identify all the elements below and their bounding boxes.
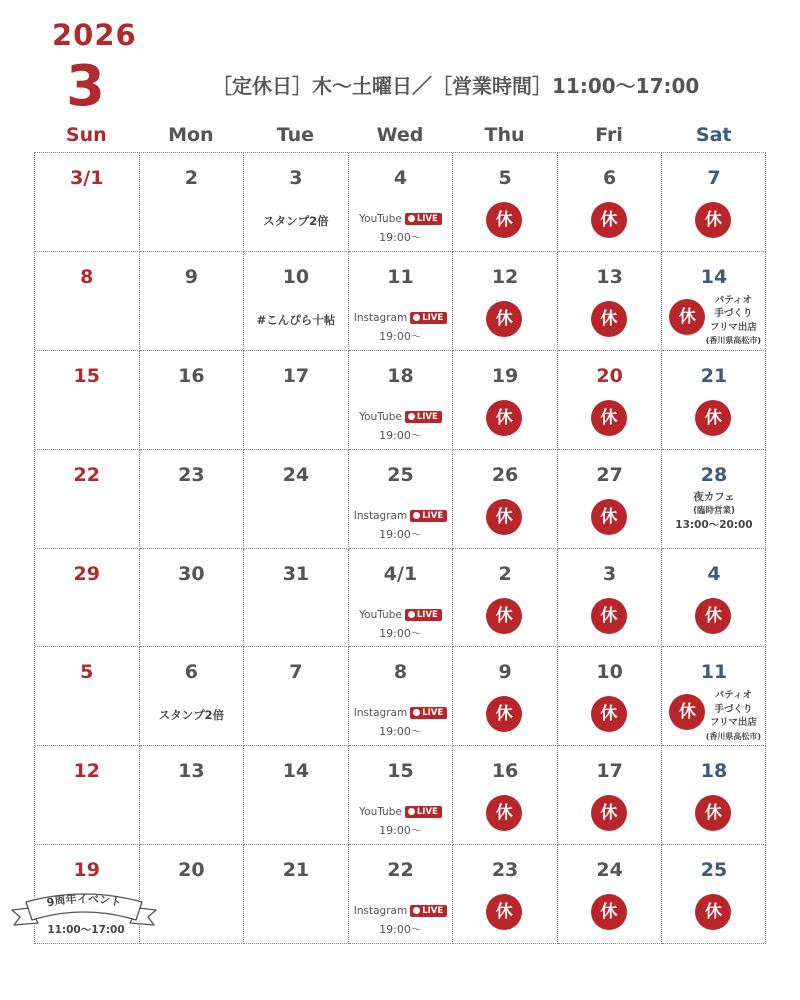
cafe-info — [662, 490, 765, 532]
day-number: 19 — [491, 364, 519, 387]
day-number: 25 — [387, 463, 414, 486]
closed-badge: 休 — [591, 696, 627, 732]
day-number: 5 — [80, 661, 94, 684]
live-platform: YouTube — [359, 410, 402, 423]
day-cell — [349, 845, 454, 944]
live-badge — [405, 213, 442, 225]
day-number: 25 — [700, 859, 728, 882]
day-number: 10 — [596, 661, 623, 684]
record-dot-icon — [408, 611, 415, 618]
day-cell — [244, 450, 349, 549]
day-cell — [140, 252, 245, 351]
day-cell — [35, 549, 140, 648]
day-number: 9 — [498, 661, 512, 684]
day-number: 9 — [184, 265, 198, 288]
day-cell — [140, 746, 245, 845]
live-platform: Instagram — [353, 905, 408, 918]
day-number: 4 — [707, 562, 721, 585]
closed-badge: 休 — [486, 400, 522, 436]
day-cell — [662, 845, 766, 944]
day-note: #こんぴら十帖 — [256, 312, 336, 327]
event-line: フリマ出店 — [709, 321, 757, 333]
day-cell — [558, 153, 663, 252]
live-badge-text: LIVE — [416, 609, 438, 620]
day-number: 30 — [178, 562, 205, 585]
weekday-sun: Sun — [65, 124, 107, 146]
weekday-mon: Mon — [168, 124, 214, 146]
day-cell — [662, 647, 766, 746]
day-cell — [244, 845, 349, 944]
live-platform: YouTube — [359, 608, 402, 621]
day-number: 20 — [178, 859, 205, 882]
live-badge-text: LIVE — [416, 411, 438, 422]
live-badge — [405, 609, 442, 621]
day-cell — [35, 450, 140, 549]
day-cell — [349, 549, 454, 648]
cafe-note: (臨時営業) — [693, 505, 735, 516]
day-number: 16 — [178, 364, 205, 387]
event-line: 手づくり — [714, 308, 753, 320]
day-cell — [662, 153, 766, 252]
day-number: 8 — [80, 265, 94, 288]
day-number: 4/1 — [383, 562, 418, 585]
live-badge-text: LIVE — [416, 807, 438, 818]
day-cell — [140, 647, 245, 746]
closed-badge: 休 — [591, 301, 627, 337]
record-dot-icon — [413, 907, 420, 914]
live-time: 19:00〜 — [379, 626, 422, 640]
day-number: 14 — [282, 760, 310, 783]
live-badge-text: LIVE — [422, 510, 444, 521]
live-badge — [405, 806, 442, 818]
day-number: 21 — [700, 364, 728, 387]
closed-badge: 休 — [591, 795, 627, 831]
live-stream-info — [349, 411, 453, 423]
day-number: 23 — [178, 463, 205, 486]
record-dot-icon — [408, 413, 415, 420]
day-cell — [453, 450, 558, 549]
day-cell — [349, 252, 454, 351]
closed-badge: 休 — [695, 795, 731, 831]
closed-badge: 休 — [695, 202, 731, 238]
day-cell — [558, 647, 663, 746]
closed-badge: 休 — [591, 598, 627, 634]
live-stream-info — [349, 905, 453, 917]
day-number: 18 — [700, 760, 728, 783]
month-label: 3 — [66, 54, 105, 119]
live-badge-text: LIVE — [422, 312, 444, 323]
day-cell — [35, 153, 140, 252]
live-badge — [410, 312, 447, 324]
closed-badge: 休 — [486, 696, 522, 732]
weekday-thu: Thu — [484, 124, 525, 146]
closed-badge: 休 — [591, 202, 627, 238]
day-cell — [558, 845, 663, 944]
closed-badge: 休 — [591, 499, 627, 535]
day-number: 15 — [387, 760, 414, 783]
day-number: 5 — [498, 167, 512, 189]
day-cell — [453, 845, 558, 944]
live-stream-info — [349, 609, 453, 621]
closed-badge: 休 — [486, 894, 522, 930]
day-cell — [349, 647, 454, 746]
weekday-wed: Wed — [376, 124, 424, 146]
closed-badge: 休 — [486, 598, 522, 634]
live-stream-info — [349, 707, 453, 719]
day-number: 17 — [282, 364, 310, 387]
live-platform: Instagram — [353, 707, 408, 720]
day-number: 18 — [387, 364, 414, 387]
day-number: 14 — [700, 265, 728, 288]
live-platform: YouTube — [359, 806, 402, 819]
day-number: 7 — [707, 167, 721, 189]
day-cell — [35, 351, 140, 450]
closed-badge: 休 — [669, 694, 705, 730]
day-number: 3 — [603, 562, 617, 585]
day-cell — [244, 746, 349, 845]
day-cell — [35, 647, 140, 746]
live-badge — [410, 905, 447, 917]
day-cell — [349, 450, 454, 549]
event-line: フリマ出店 — [709, 717, 757, 729]
day-cell — [140, 549, 245, 648]
day-number: 8 — [393, 661, 408, 684]
day-cell — [244, 153, 349, 252]
day-number: 4 — [393, 167, 408, 189]
live-badge — [405, 411, 442, 423]
live-badge-text: LIVE — [416, 214, 438, 224]
live-stream-info — [349, 312, 453, 324]
day-cell — [662, 351, 766, 450]
live-badge-text: LIVE — [422, 906, 444, 917]
day-number: 20 — [596, 364, 623, 387]
day-cell — [453, 153, 558, 252]
day-cell — [349, 351, 454, 450]
day-cell — [244, 647, 349, 746]
live-platform: YouTube — [359, 213, 402, 225]
weekday-sat: Sat — [695, 124, 732, 146]
day-number: 10 — [282, 265, 310, 288]
cafe-title: 夜カフェ — [693, 490, 735, 503]
event-line: パティオ — [714, 294, 753, 306]
day-number: 3 — [289, 167, 303, 189]
day-number: 11 — [700, 661, 728, 684]
event-info — [700, 294, 766, 348]
live-stream-info — [349, 806, 453, 818]
live-platform: Instagram — [353, 509, 408, 522]
event-info — [700, 689, 766, 743]
day-number: 6 — [603, 167, 617, 189]
closed-badge: 休 — [591, 894, 627, 930]
closed-badge: 休 — [695, 598, 731, 634]
day-number: 2 — [498, 562, 512, 585]
record-dot-icon — [413, 512, 420, 519]
event-location: (香川県高松市) — [705, 731, 762, 741]
day-note: スタンプ2倍 — [263, 214, 329, 228]
live-badge — [410, 707, 447, 719]
business-info: ［定休日］木〜土曜日／［営業時間］11:00〜17:00 — [212, 74, 700, 98]
day-cell — [453, 351, 558, 450]
live-time: 19:00〜 — [379, 824, 422, 838]
day-number: 17 — [596, 760, 623, 783]
closed-badge: 休 — [486, 795, 522, 831]
record-dot-icon — [408, 808, 415, 815]
live-badge-text: LIVE — [422, 708, 444, 719]
day-number: 6 — [184, 661, 198, 684]
live-badge — [410, 510, 447, 522]
anniversary-time: 11:00〜17:00 — [47, 924, 125, 936]
live-time: 19:00〜 — [379, 329, 422, 343]
day-cell — [35, 746, 140, 845]
day-cell — [453, 549, 558, 648]
closed-badge: 休 — [695, 400, 731, 436]
day-number: 24 — [282, 463, 310, 486]
day-number: 7 — [289, 661, 303, 684]
event-line: 手づくり — [714, 703, 753, 715]
day-number: 2 — [184, 167, 198, 189]
day-number: 26 — [491, 463, 519, 486]
day-number: 22 — [73, 463, 100, 486]
day-cell — [244, 549, 349, 648]
day-cell — [349, 746, 454, 845]
day-cell — [453, 746, 558, 845]
calendar-grid — [34, 152, 766, 944]
cafe-time: 13:00〜20:00 — [675, 518, 753, 531]
live-platform: Instagram — [353, 311, 408, 324]
live-stream-info — [349, 510, 453, 522]
day-number: 12 — [491, 265, 519, 288]
day-cell — [349, 153, 454, 252]
day-number: 3/1 — [70, 167, 104, 189]
day-cell — [453, 252, 558, 351]
closed-badge: 休 — [695, 894, 731, 930]
day-number: 22 — [387, 859, 414, 882]
day-number: 11 — [387, 265, 414, 288]
day-number: 19 — [73, 859, 100, 882]
day-cell — [244, 252, 349, 351]
anniversary-title-text: 9周年イベント — [45, 892, 123, 910]
weekday-header — [34, 124, 766, 150]
event-line: パティオ — [714, 690, 753, 702]
record-dot-icon — [408, 215, 415, 222]
record-dot-icon — [413, 314, 420, 321]
day-number: 13 — [178, 760, 205, 783]
live-time: 19:00〜 — [379, 725, 422, 739]
day-number: 16 — [491, 760, 519, 783]
day-cell — [140, 450, 245, 549]
day-cell — [662, 549, 766, 648]
day-cell — [558, 450, 663, 549]
day-number: 28 — [700, 463, 728, 486]
day-number: 23 — [491, 859, 519, 882]
day-cell — [558, 549, 663, 648]
day-cell — [662, 450, 766, 549]
event-location: (香川県高松市) — [705, 336, 762, 346]
day-number: 12 — [73, 760, 100, 783]
day-number: 29 — [73, 562, 100, 585]
closed-badge: 休 — [486, 499, 522, 535]
day-number: 15 — [73, 364, 100, 387]
day-cell — [140, 351, 245, 450]
day-cell — [244, 351, 349, 450]
day-cell — [558, 351, 663, 450]
day-cell — [558, 746, 663, 845]
closed-badge: 休 — [486, 202, 522, 238]
day-cell — [453, 647, 558, 746]
weekday-tue: Tue — [276, 124, 315, 146]
day-number: 31 — [282, 562, 310, 585]
day-number: 27 — [596, 463, 623, 486]
live-time: 19:00〜 — [379, 428, 422, 442]
closed-badge: 休 — [486, 301, 522, 337]
closed-badge: 休 — [669, 299, 705, 335]
year-label: 2026 — [52, 18, 137, 52]
day-cell — [662, 746, 766, 845]
day-cell — [35, 252, 140, 351]
closed-badge: 休 — [591, 400, 627, 436]
day-number: 24 — [596, 859, 623, 882]
record-dot-icon — [413, 709, 420, 716]
day-number: 13 — [596, 265, 623, 288]
weekday-fri: Fri — [595, 124, 623, 146]
day-cell — [558, 252, 663, 351]
live-time: 19:00〜 — [379, 527, 422, 541]
live-time: 19:00〜 — [379, 231, 422, 244]
live-stream-info — [349, 213, 453, 225]
day-cell — [140, 153, 245, 252]
live-time: 19:00〜 — [379, 923, 422, 937]
day-note: スタンプ2倍 — [158, 708, 225, 723]
day-cell — [662, 252, 766, 351]
day-number: 21 — [282, 859, 310, 882]
